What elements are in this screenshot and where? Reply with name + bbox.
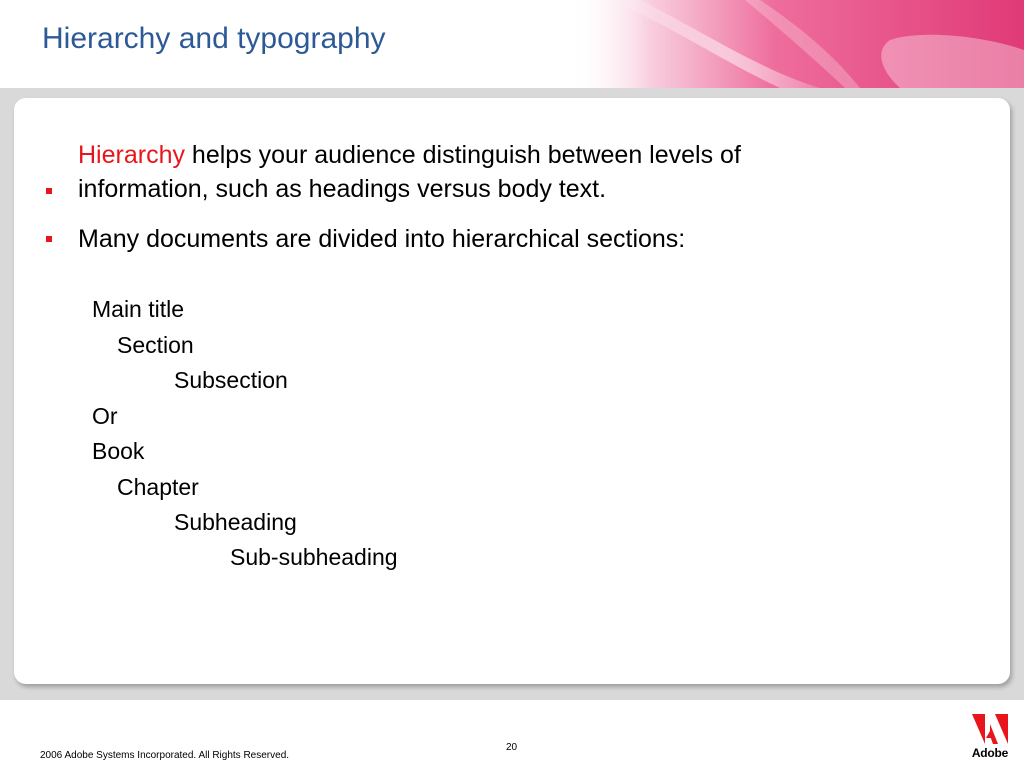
- bullet-square-icon: [46, 188, 52, 194]
- page-title: Hierarchy and typography: [42, 22, 386, 55]
- hierarchy-line: Sub-subheading: [230, 544, 398, 570]
- adobe-logo: [968, 712, 1012, 764]
- slide-footer: [0, 700, 1024, 768]
- page-number: 20: [506, 742, 518, 753]
- bullet-continuation: information, such as headings versus body text.: [78, 175, 607, 203]
- adobe-a-icon: [972, 714, 1008, 744]
- content-card: [14, 98, 1010, 684]
- logo-wordmark: Adobe: [971, 746, 1009, 760]
- hierarchy-line: Main title: [92, 296, 185, 322]
- hierarchy-line: Or: [92, 403, 118, 429]
- copyright-notice: 2006 Adobe Systems Incorporated. All Rights Reserved.: [40, 750, 290, 761]
- bullet-accent-word: Hierarchy: [78, 141, 185, 169]
- bullet-text: [78, 138, 741, 172]
- bullet-line-rest: helps your audience distinguish between levels of: [184, 141, 741, 169]
- hierarchy-line: Chapter: [117, 474, 199, 500]
- bullet-text: Many documents are divided into hierarchical sections:: [78, 225, 686, 253]
- hierarchy-line: Subsection: [174, 367, 288, 393]
- slide-header: [0, 0, 1024, 88]
- hierarchy-line: Section: [117, 332, 194, 358]
- bullet-square-icon: [46, 236, 52, 242]
- hierarchy-line: Book: [92, 438, 145, 464]
- hierarchy-line: Subheading: [174, 509, 297, 535]
